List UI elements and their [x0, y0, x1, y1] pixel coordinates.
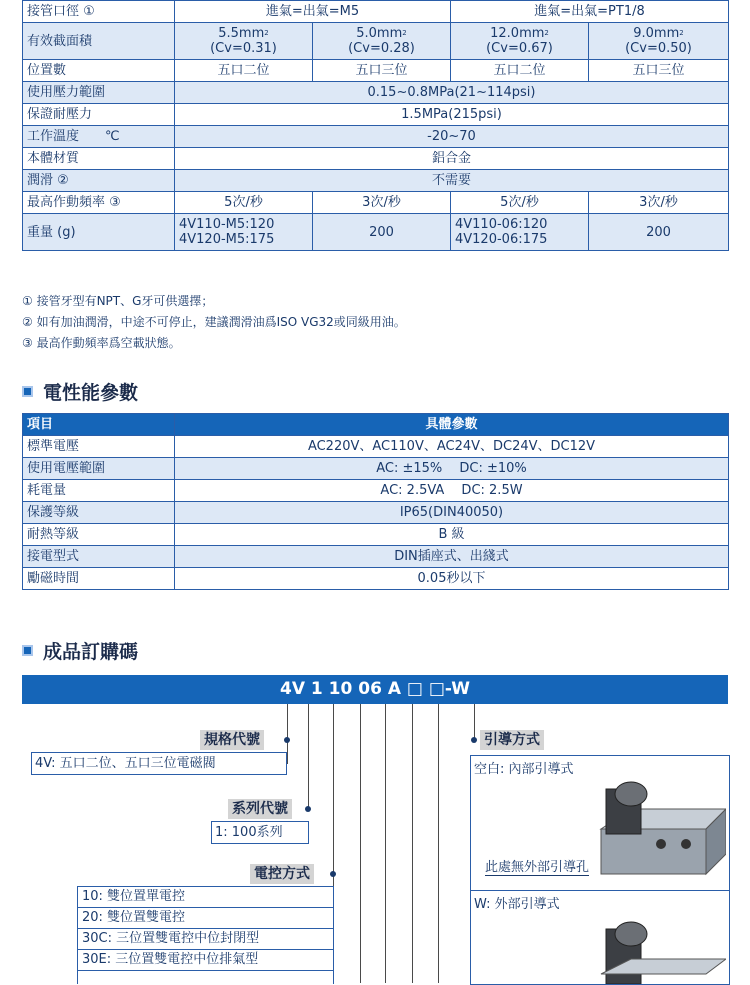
row-label: 工作溫度 ℃: [23, 126, 175, 148]
table-row: [23, 148, 729, 170]
lead-external-label: W: 外部引導式: [474, 897, 560, 912]
table-cell: 進氣=出氣=M5: [175, 1, 451, 23]
table-cell: 0.05秒以下: [175, 568, 729, 590]
row-label: 標準電壓: [23, 436, 175, 458]
table-row: [23, 568, 729, 590]
row-label: 耐熱等級: [23, 524, 175, 546]
leader-dot: [471, 737, 477, 743]
table-cell: 200: [589, 214, 729, 251]
table-cell: DIN插座式、出綫式: [175, 546, 729, 568]
leader-line: [438, 704, 439, 983]
table-row: [23, 126, 729, 148]
square-bullet-icon: [22, 645, 33, 656]
table-cell: 200: [313, 214, 451, 251]
table-cell: AC: ±15% DC: ±10%: [175, 458, 729, 480]
leader-dot: [284, 737, 290, 743]
leader-dot: [330, 871, 336, 877]
section-heading-order: 成品訂購碼: [22, 637, 138, 664]
lead-tag: 引導方式: [480, 730, 544, 750]
table-cell: $5.0mm^2$ (Cv=0.28): [313, 23, 451, 60]
series-tag: 系列代號: [228, 799, 292, 819]
column-header: 項目: [23, 414, 175, 436]
table-cell: 5次/秒: [451, 192, 589, 214]
lead-options-panel: [470, 755, 730, 985]
table-cell: AC220V、AC110V、AC24V、DC24V、DC12V: [175, 436, 729, 458]
table-row: [23, 436, 729, 458]
row-label: 接電型式: [23, 546, 175, 568]
table-cell: 鋁合金: [175, 148, 729, 170]
leader-line: [360, 704, 361, 983]
table-row: [23, 546, 729, 568]
table-cell: IP65(DIN40050): [175, 502, 729, 524]
valve-external-image: [591, 914, 726, 984]
table-cell: 0.15~0.8MPa(21~114psi): [175, 82, 729, 104]
table-row: [23, 60, 729, 82]
table-row: [23, 82, 729, 104]
row-label: 勵磁時間: [23, 568, 175, 590]
table-row: [23, 458, 729, 480]
row-label: 使用電壓範圍: [23, 458, 175, 480]
table-cell: 3次/秒: [313, 192, 451, 214]
table-row: [23, 480, 729, 502]
row-label: 保護等級: [23, 502, 175, 524]
table-cell: AC: 2.5VA DC: 2.5W: [175, 480, 729, 502]
table-cell: 1.5MPa(215psi): [175, 104, 729, 126]
table-cell: 五口二位: [175, 60, 313, 82]
spec-code-tag: 規格代號: [200, 730, 264, 750]
row-label: 最高作動頻率 ③: [23, 192, 175, 214]
leader-line: [474, 704, 475, 740]
list-item: 30E: 三位置雙電控中位排氣型: [78, 950, 333, 971]
row-label: 有效截面積: [23, 23, 175, 60]
row-label: 潤滑 ②: [23, 170, 175, 192]
table-row: [23, 524, 729, 546]
list-item: 10: 雙位置單電控: [78, 887, 333, 908]
electrical-table: [22, 413, 729, 590]
table-cell: 3次/秒: [589, 192, 729, 214]
footnote: ① 接管牙型有NPT、G牙可供選擇；: [22, 294, 214, 308]
row-label: 使用壓力範圍: [23, 82, 175, 104]
row-label: 本體材質: [23, 148, 175, 170]
leader-line: [385, 704, 386, 983]
leader-line: [412, 704, 413, 983]
row-label: 接管口徑 ①: [23, 1, 175, 23]
lead-internal-label: 空白: 內部引導式: [474, 762, 574, 777]
table-cell: 4V110-06:120 4V120-06:175: [451, 214, 589, 251]
table-row: [23, 170, 729, 192]
footnotes: [22, 291, 406, 354]
table-row: [23, 502, 729, 524]
table-cell: 五口三位: [313, 60, 451, 82]
row-label: 重量 (g): [23, 214, 175, 251]
spec-code-value: 4V: 五口二位、五口三位電磁閥: [31, 752, 287, 775]
control-tag: 電控方式: [250, 864, 314, 884]
table-cell: 4V110-M5:120 4V120-M5:175: [175, 214, 313, 251]
table-cell: 5次/秒: [175, 192, 313, 214]
table-row: [23, 104, 729, 126]
table-cell: B 級: [175, 524, 729, 546]
table-row: [23, 192, 729, 214]
control-options-list: [77, 886, 334, 984]
square-bullet-icon: [22, 386, 33, 397]
series-value: 1: 100系列: [211, 821, 309, 844]
row-label: 保證耐壓力: [23, 104, 175, 126]
order-code-bar: 4V 1 10 06 A □ □-W: [22, 675, 728, 704]
footnote: ② 如有加油潤滑，中途不可停止，建議潤滑油爲ISO VG32或同級用油。: [22, 315, 406, 329]
leader-dot: [305, 806, 311, 812]
spec-table: [22, 0, 729, 251]
lead-note: 此處無外部引導孔: [485, 856, 589, 876]
table-row: [23, 23, 729, 60]
table-cell: $5.5mm^2$ (Cv=0.31): [175, 23, 313, 60]
leader-line: [287, 704, 288, 764]
table-row: [23, 214, 729, 251]
table-cell: -20~70: [175, 126, 729, 148]
leader-line: [308, 704, 309, 810]
table-cell: $9.0mm^2$ (Cv=0.50): [589, 23, 729, 60]
list-item: 30C: 三位置雙電控中位封閉型: [78, 929, 333, 950]
list-item: 20: 雙位置雙電控: [78, 908, 333, 929]
valve-internal-image: [591, 774, 726, 884]
table-cell: $12.0mm^2$ (Cv=0.67): [451, 23, 589, 60]
table-cell: 五口二位: [451, 60, 589, 82]
footnote: ③ 最高作動頻率爲空載狀態。: [22, 336, 181, 350]
row-label: 耗電量: [23, 480, 175, 502]
table-header: [23, 414, 729, 436]
section-heading-electrical: 電性能參數: [22, 378, 138, 405]
column-header: 具體參數: [175, 414, 729, 436]
table-row: [23, 1, 729, 23]
table-cell: 五口三位: [589, 60, 729, 82]
table-cell: 進氣=出氣=PT1/8: [451, 1, 729, 23]
table-cell: 不需要: [175, 170, 729, 192]
row-label: 位置數: [23, 60, 175, 82]
